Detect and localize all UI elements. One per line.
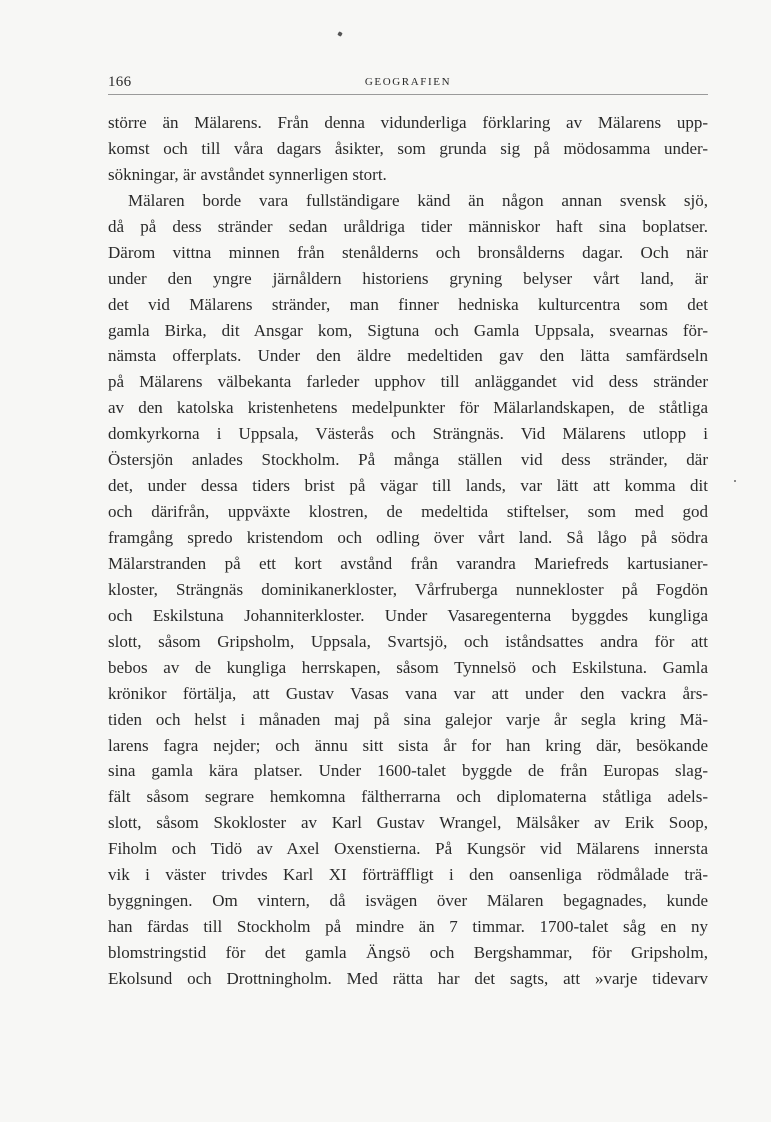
text-line: det, under dessa tiders brist på vägar till lands, var lätt att komma dit xyxy=(108,476,708,496)
text-line: tiden och helst i månaden maj på sina galejor varje år segla kring Mä- xyxy=(108,709,708,729)
text-line: Mälarstranden på ett kort avstånd från varandra Mariefreds kartusianer- xyxy=(108,553,708,573)
text-line: han färdas till Stockholm på mindre än 7 timmar. 1700-talet såg en ny xyxy=(108,917,708,937)
text-line: vik i väster trivdes Karl XI förträffligt i den oansenliga rödmålade trä- xyxy=(108,865,708,885)
text-line: större än Mälarens. Från denna vidunderliga förklaring av Mälarens upp- xyxy=(108,113,708,132)
text-line: byggningen. Om vintern, då isvägen över Mälaren begagnades, kunde xyxy=(108,891,708,911)
text-line: bebos av de kungliga herrskapen, såsom Tynnelsö och Eskilstuna. Gamla xyxy=(108,657,708,677)
text-line: framgång spredo kristendom och odling över vårt land. Så lågo på södra xyxy=(108,528,708,547)
text-line: det vid Mälarens stränder, man finner hedniska kulturcentra som det xyxy=(108,294,708,314)
text-line: sökningar, är avståndet synnerligen stort. xyxy=(108,164,387,184)
margin-mark xyxy=(734,480,736,482)
text-line: och därifrån, uppväxte klostren, de medeltida stiftelser, som med god xyxy=(108,502,708,522)
text-line: kloster, Strängnäs dominikanerkloster, Vårfruberga nunnekloster på Fogdön xyxy=(108,579,708,599)
text-line: Fiholm och Tidö av Axel Oxenstierna. På Kungsör vid Mälarens innersta xyxy=(108,839,708,859)
body-text xyxy=(108,110,708,992)
text-line: på Mälarens välbekanta farleder upphov till anläggandet vid dess stränder xyxy=(108,372,708,392)
running-head: GEOGRAFIEN xyxy=(364,76,452,88)
text-line: larens fagra nejder; och ännu sitt sista år for han kring där, besökande xyxy=(108,735,708,755)
text-line: och Eskilstuna Johanniterkloster. Under Vasaregenterna byggdes kungliga xyxy=(108,605,708,625)
text-line: domkyrkorna i Uppsala, Västerås och Strängnäs. Vid Mälarens utlopp i xyxy=(108,424,708,444)
text-line: slott, såsom Gripsholm, Uppsala, Svartsjö, och iståndsattes andra för att xyxy=(108,631,708,651)
stray-print-mark xyxy=(337,31,342,36)
page-number: 166 xyxy=(108,74,132,90)
text-line: gamla Birka, dit Ansgar kom, Sigtuna och Gamla Uppsala, svearnas för- xyxy=(108,320,708,340)
page-header xyxy=(108,72,708,95)
text-line: Östersjön anlades Stockholm. På många ställen vid dess stränder, där xyxy=(108,450,708,470)
text-line: slott, såsom Skokloster av Karl Gustav Wrangel, Mälsåker av Erik Soop, xyxy=(108,813,708,833)
text-line: nämsta offerplats. Under den äldre medeltiden gav den lätta samfärdseln xyxy=(108,346,708,366)
text-line: fält såsom segrare hemkomna fältherrarna och diplomaterna ståtliga adels- xyxy=(108,787,708,807)
text-line: sina gamla kära platser. Under 1600-talet byggde de från Europas slag- xyxy=(108,761,708,781)
text-line: av den katolska kristenhetens medelpunkter för Mälarlandskapen, de ståtliga xyxy=(108,398,708,418)
text-line: komst och till våra dagars åsikter, som grunda sig på mödosamma under- xyxy=(108,138,708,158)
text-line: då på dess stränder sedan uråldriga tider människor haft sina boplatser. xyxy=(108,216,708,236)
text-line: Därom vittna minnen från stenålderns och bronsålderns dagar. Och när xyxy=(108,242,708,262)
text-line: Mälaren borde vara fullständigare känd än någon annan svensk sjö, xyxy=(128,190,708,210)
text-line: under den yngre järnåldern historiens gryning belyser vårt land, är xyxy=(108,268,708,288)
text-line: blomstringstid för det gamla Ängsö och Bergshammar, för Gripsholm, xyxy=(108,943,708,962)
text-line: Ekolsund och Drottningholm. Med rätta har det sagts, att »varje tidevarv xyxy=(108,968,708,988)
text-line: krönikor förtälja, att Gustav Vasas vana var att under den vackra års- xyxy=(108,683,708,703)
